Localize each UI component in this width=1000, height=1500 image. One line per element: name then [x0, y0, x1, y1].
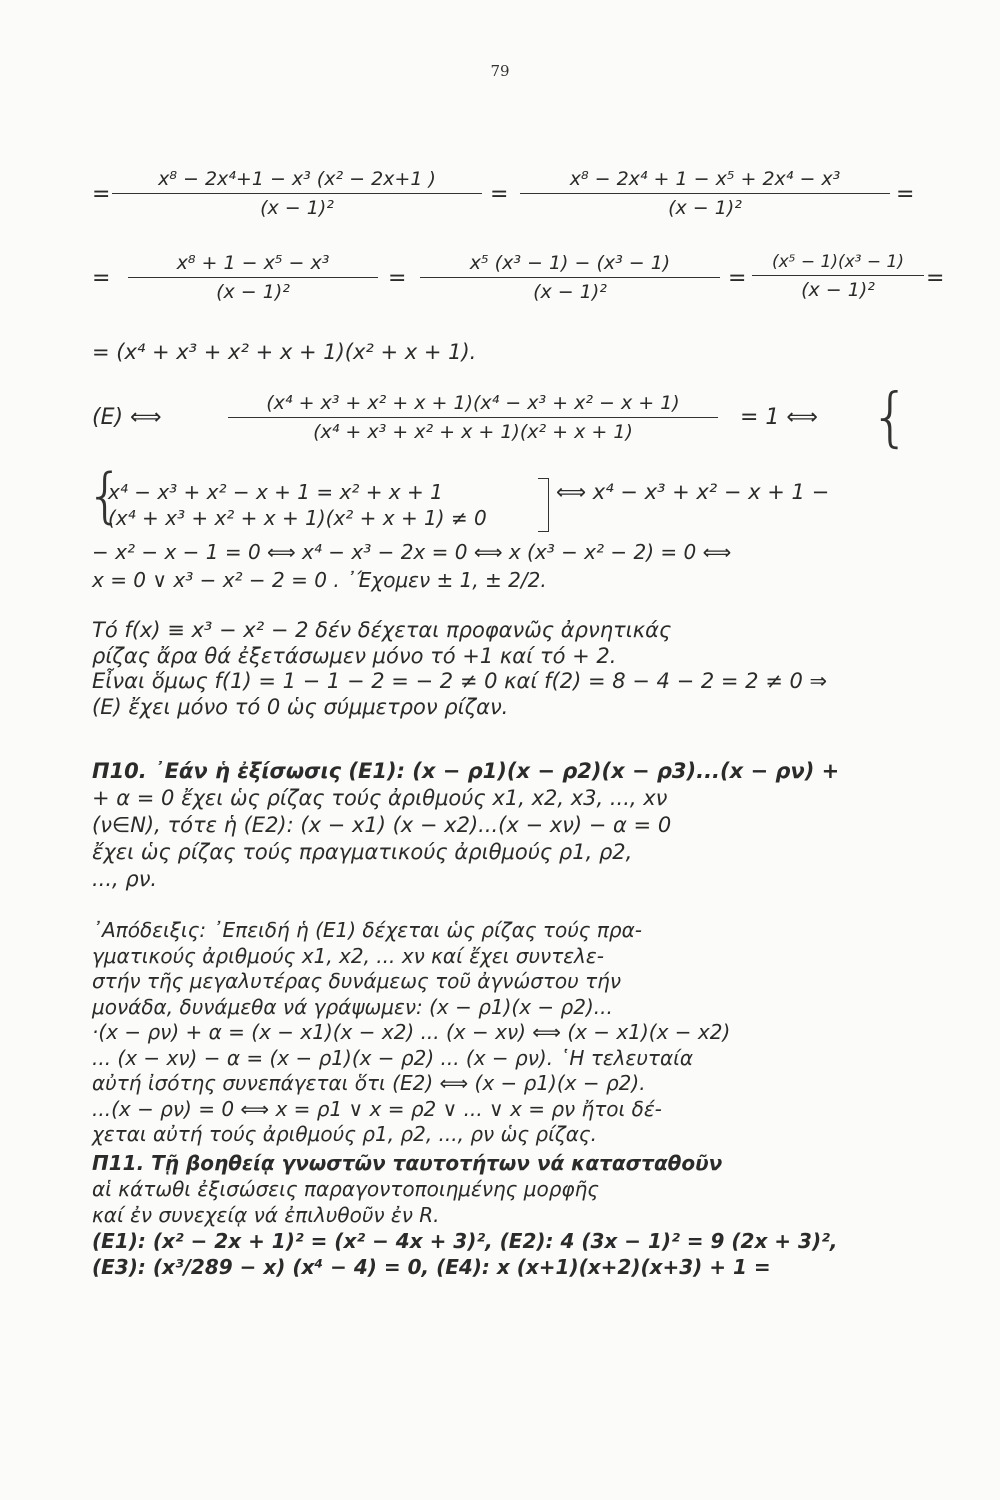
problem-10: Π10. ᾽Εάν ἡ ἐξίσωσις (E1): (x − ρ1)(x − ρ2)(x − ρ3)...(x − ρν) + + α = 0 ἔχει ὡς ρίζας τούς ἀριθμούς x1, x2, x3, ..., xν (ν∈N), τότε ἡ (E2): (x − x1) (x − x2)...(x − xν) − α = 0 ἔχει ὡς ρίζας τούς πραγματικούς ἀριθμούς ρ1, ρ2, ..., ρν. [92, 759, 840, 891]
opening-brace: { [86, 461, 125, 531]
problem-11: Π11. Τῇ βοηθείᾳ γνωστῶν ταυτοτήτων νά κατασταθοῦν αἱ κάτωθι ἐξισώσεις παραγοντοποιημένης μορφῆς καί ἐν συνεχείᾳ νά ἐπιλυθοῦν ἐν R. (E1): (x² − 2x + 1)² = (x² − 4x + 3)², (E2): 4 (3x − 1)² = 9 (2x + 3)², (E3): (x³/289 − x) (x⁴ − 4) = 0, (E4): x (x+1)(x+2)(x+3) + 1 = [92, 1151, 838, 1279]
fraction-1a: $\frac{\text{x⁸ − 2x⁴+1 − x³ (x² − 2x+1 )}}{\text{(x − 1)²}}$ [112, 168, 482, 219]
fraction-2c: $\frac{\text{(x⁵ − 1)(x³ − 1)}}{\text{(x − 1)²}}$ [752, 252, 924, 301]
fraction-2b: $\frac{\text{x⁵ (x³ − 1) − (x³ − 1)}}{\text{(x − 1)²}}$ [420, 252, 720, 303]
equals-sign: = [896, 182, 915, 207]
derivation-line-3: = (x⁴ + x³ + x² + x + 1)(x² + x + 1). [92, 340, 477, 364]
system-equation-2: (x⁴ + x³ + x² + x + 1)(x² + x + 1) ≠ 0 [108, 506, 487, 530]
equals-one: = 1 ⟺ [740, 405, 818, 430]
system-equation-1: x⁴ − x³ + x² − x + 1 = x² + x + 1 [108, 480, 443, 504]
opening-brace: { [870, 381, 911, 455]
equals-sign: = [388, 266, 407, 291]
rational-roots-remark: Τό f(x) ≡ x³ − x² − 2 δέν δέχεται προφανῶς ἀρνητικάς ρίζας ἄρα θά ἐξετάσωμεν μόνο τό +1 καί τό + 2. Εἶναι ὅμως f(1) = 1 − 1 − 2 = − 2 ≠ 0 καί f(2) = 8 − 4 − 2 = 2 ≠ 0 ⇒ (E) ἔχει μόνο τό 0 ὡς σύμμετρον ρίζαν. [92, 618, 828, 719]
derivation-line-7: − x² − x − 1 = 0 ⟺ x⁴ − x³ − 2x = 0 ⟺ x (x³ − x² − 2) = 0 ⟺ [92, 540, 732, 564]
proof: ᾽Απόδειξις: ᾽Επειδή ἡ (E1) δέχεται ὡς ρίζας τούς πρα- γματικούς ἀριθμούς x1, x2, ... xν καί ἔχει συντελε- στήν τῆς μεγαλυτέρας δυνάμεως τοῦ ἀγνώστου τήν μονάδα, δυνάμεθα νά γράψωμεν: (x − ρ1)(x − ρ2)... ·(x − ρν) + α = (x − x1)(x − x2) ... (x − xν) ⟺ (x − x1)(x − x2) ... (x − xν) − α = (x − ρ1)(x − ρ2) ... (x − ρν). ῾Η τελευταία αὐτή ἰσότης συνεπάγεται ὅτι (E2) ⟺ (x − ρ1)(x − ρ2). ...(x − ρν) = 0 ⟺ x = ρ1 ∨ x = ρ2 ∨ ... ∨ x = ρν ἤτοι δέ- χεται αὐτή τούς ἀριθμούς ρ1, ρ2, ..., ρν ὡς ρίζας. [92, 918, 731, 1146]
equals-sign: = [92, 182, 111, 207]
closing-bracket [538, 478, 549, 532]
fraction-2a: $\frac{\text{x⁸ + 1 − x⁵ − x³}}{\text{(x − 1)²}}$ [128, 252, 378, 303]
equals-sign: = [728, 266, 747, 291]
system-rhs: ⟺ x⁴ − x³ + x² − x + 1 − [556, 480, 830, 504]
derivation-line-8: x = 0 ∨ x³ − x² − 2 = 0 . ᾽Έχομεν ± 1, ± 2/2. [92, 568, 547, 592]
equals-sign: = [926, 266, 945, 291]
page-number: 79 [490, 62, 510, 80]
equals-sign: = [490, 182, 509, 207]
fraction-4: $\frac{\text{(x⁴ + x³ + x² + x + 1)(x⁴ − x³ + x² − x + 1)}}{\text{(x⁴ + x³ + x² + x + 1)(x² + x + 1)}}$ [228, 392, 718, 443]
equivalence-lead: (E) ⟺ [92, 405, 162, 430]
equals-sign: = [92, 266, 111, 291]
fraction-1b: $\frac{\text{x⁸ − 2x⁴ + 1 − x⁵ + 2x⁴ − x³}}{\text{(x − 1)²}}$ [520, 168, 890, 219]
